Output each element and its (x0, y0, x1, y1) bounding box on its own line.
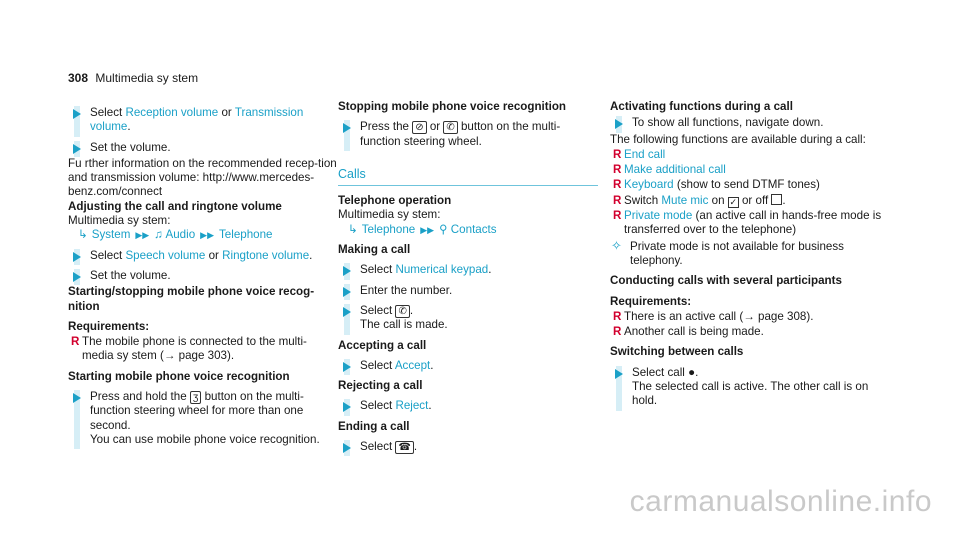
step-arrow-icon (73, 393, 81, 403)
step-arrow-icon (343, 307, 351, 317)
step-arrow-icon (343, 402, 351, 412)
info-text: Fu rther information on the recommended recep-tion and transmission volume: http://www.mercedes-benz.com/connect (68, 156, 337, 199)
double-chevron-icon: ▶▶ (420, 224, 435, 235)
function-item-private-mode: R Private mode (an active call in hands-free mode is transferred over to the telephone) (613, 209, 882, 237)
step-arrow-icon (73, 109, 81, 119)
link-keyboard[interactable]: Keyboard (624, 178, 674, 192)
hang-up-button-icon: ✆ (443, 121, 457, 134)
double-chevron-icon: ▶▶ (135, 230, 150, 241)
path-arrow-icon: ↳ (78, 228, 88, 242)
end-call-button-icon: ☎ (395, 441, 413, 454)
path-item-audio[interactable]: Audio (165, 228, 196, 242)
link-mute-mic[interactable]: Mute mic (661, 193, 709, 207)
step-enter-number: Enter the number. (338, 284, 598, 298)
step-select-reception-volume: Select Reception volume or Transmission volume. (68, 106, 338, 135)
bullet-icon: R (613, 163, 622, 177)
step-set-volume: Set the volume. (68, 141, 338, 155)
bullet-icon: R (613, 309, 622, 323)
heading-starting-voice-recognition: Starting mobile phone voice recognition (68, 369, 290, 383)
link-ringtone-volume[interactable]: Ringtone volume (222, 248, 310, 262)
path-item-telephone[interactable]: Telephone (361, 222, 416, 236)
link-reject[interactable]: Reject (395, 399, 429, 413)
heading-requirements: Requirements: (610, 294, 692, 308)
step-select-call-to-switch: Select call ●. The selected call is active. The other call is on hold. (610, 366, 895, 409)
bullet-icon: R (613, 178, 622, 192)
link-accept[interactable]: Accept (394, 358, 431, 372)
link-private-mode[interactable]: Private mode (624, 209, 693, 223)
function-item-additional-call (610, 163, 895, 177)
heading-conducting-calls: Conducting calls with several participants (610, 274, 842, 288)
heading-accepting-call: Accepting a call (338, 338, 427, 352)
heading-requirements: Requirements: (68, 319, 150, 333)
path-item-telephone[interactable]: Telephone (219, 228, 273, 242)
heading-making-call: Making a call (338, 243, 411, 257)
step-select-accept: Select Accept. (338, 359, 598, 373)
mute-button-icon: ⊘ (412, 121, 426, 134)
heading-rejecting-call: Rejecting a call (338, 379, 423, 393)
step-select-call: Select ✆ . The call is made. (338, 304, 598, 333)
step-arrow-icon (343, 287, 351, 297)
heading-voice-recognition: Starting/stopping mobile phone voice recog-nition (68, 285, 315, 313)
step-press-hold-voice-button: Press and hold the ʒ button on the multi-function steering wheel for more than one second. You can use mobile phone voice recognition. (68, 390, 338, 447)
heading-telephone-operation: Telephone operation (338, 194, 452, 208)
watermark: carmanualsonline.info (629, 485, 932, 518)
menu-path-system-audio-telephone (68, 228, 338, 242)
step-arrow-icon (343, 266, 351, 276)
bullet-icon: R (613, 147, 622, 161)
column-middle (338, 100, 598, 456)
voice-button-icon: ʒ (190, 391, 201, 404)
heading-stopping-voice-recognition: Stopping mobile phone voice recognition (338, 100, 567, 113)
function-item-mute-mic: R Switch Mute mic on ✓ or off . (613, 193, 786, 207)
intro-text: The following functions are available during a call: (610, 132, 866, 146)
checkbox-checked-icon: ✓ (729, 196, 738, 207)
function-item-end-call (610, 148, 895, 162)
path-item-contacts[interactable]: Contacts (450, 222, 497, 236)
function-item-keyboard: R Keyboard (show to send DTMF tones) (613, 178, 820, 192)
step-press-stop-button: Press the ⊘ or ✆ button on the multi-function steering wheel. (338, 120, 598, 149)
link-make-additional-call[interactable]: Make additional call (624, 163, 726, 177)
step-select-speech-volume: Select Speech volume or Ringtone volume. (68, 249, 338, 263)
page-header-title: Multimedia sy stem (95, 71, 199, 85)
step-arrow-icon (343, 443, 351, 453)
requirement-item: R Another call is being made. (613, 325, 764, 339)
page-number: 308 (68, 71, 89, 85)
link-reception-volume[interactable]: Reception volume (125, 106, 219, 119)
step-arrow-icon (73, 252, 81, 262)
requirement-item: R The mobile phone is connected to the multi-media sy stem (→ page 303). (71, 335, 307, 363)
call-button-icon: ✆ (395, 305, 409, 318)
path-item-system[interactable]: System (91, 228, 131, 242)
column-right (610, 100, 895, 411)
requirement-item: R There is an active call (→ page 308). (613, 309, 814, 323)
step-arrow-icon (73, 144, 81, 154)
path-arrow-icon: ↳ (348, 222, 358, 236)
page-header (68, 71, 198, 85)
bullet-icon: R (613, 193, 622, 207)
double-chevron-icon: ▶▶ (200, 230, 214, 241)
link-speech-volume[interactable]: Speech volume (125, 248, 206, 262)
bullet-icon: R (71, 335, 80, 349)
menu-system-label: Multimedia sy stem: (338, 208, 441, 222)
link-end-call[interactable]: End call (624, 147, 666, 161)
step-arrow-icon (615, 369, 623, 379)
step-arrow-icon (73, 272, 81, 282)
bullet-icon: R (613, 325, 622, 339)
link-transmission-volume[interactable]: Transmission volume (90, 106, 304, 134)
step-arrow-icon (343, 362, 351, 372)
audio-icon: ♫ (154, 228, 166, 242)
section-title-calls: Calls (338, 167, 598, 186)
heading-ending-call: Ending a call (338, 419, 410, 433)
step-arrow-icon (343, 123, 351, 133)
column-left (68, 100, 338, 449)
step-select-reject: Select Reject. (338, 399, 598, 413)
note-private-mode: ✧ Private mode is not available for business telephony. (611, 237, 844, 267)
link-numerical-keypad[interactable]: Numerical keypad (395, 263, 489, 277)
menu-system-label: Multimedia sy stem: (68, 214, 171, 228)
checkbox-empty-icon (771, 194, 782, 205)
step-select-numerical-keypad: Select Numerical keypad. (338, 263, 598, 277)
heading-switching-calls: Switching between calls (610, 345, 744, 359)
search-icon: ⚲ (439, 222, 451, 236)
step-navigate-down: To show all functions, navigate down. (610, 116, 895, 130)
step-set-volume-2: Set the volume. (68, 269, 338, 283)
heading-adjusting-volume: Adjusting the call and ringtone volume (68, 199, 282, 213)
menu-path-telephone-contacts (338, 223, 598, 237)
bullet-icon: R (613, 209, 622, 223)
heading-activating-functions: Activating functions during a call (610, 100, 793, 113)
step-arrow-icon (615, 119, 623, 129)
step-select-end-call: Select ☎ . (338, 440, 598, 454)
call-dot-icon: ● (688, 365, 696, 379)
info-note-icon: ✧ (611, 237, 622, 253)
